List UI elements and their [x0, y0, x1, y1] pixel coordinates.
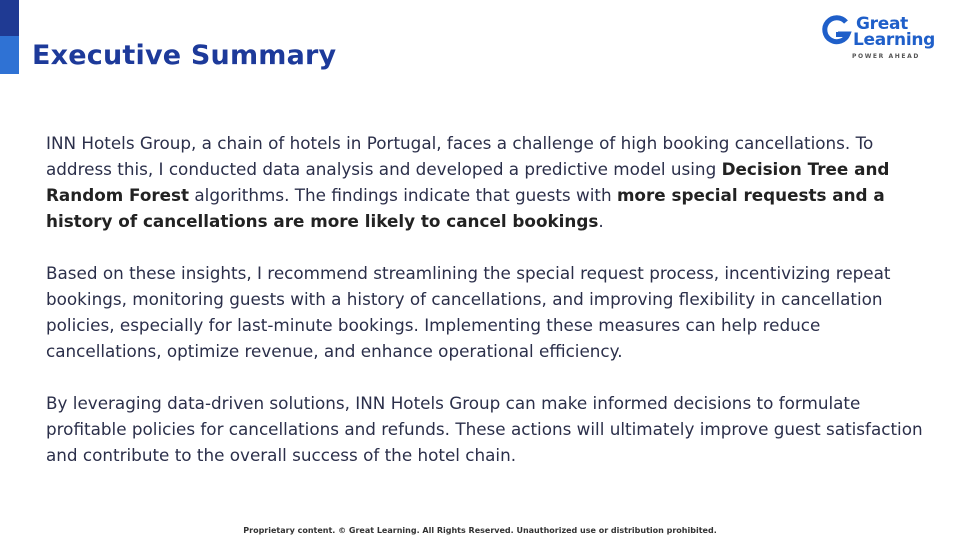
footer-disclaimer: Proprietary content. © Great Learning. All Rights Reserved. Unauthorized use or distribution prohibited. — [243, 526, 717, 535]
slide-title: Executive Summary — [32, 40, 337, 71]
logo-word-learning: Learning — [853, 30, 936, 50]
accent-bar-top — [0, 0, 19, 36]
great-learning-logo — [820, 12, 945, 64]
summary-body — [46, 130, 926, 494]
paragraph-intro-bold-2: more special requests and a history of cancellations are more likely to cancel bookings — [46, 185, 885, 231]
paragraph-intro-text-1: INN Hotels Group, a chain of hotels in Portugal, faces a challenge of high booking cancellations. To address this, I conducted data analysis and developed a predictive model using — [46, 133, 874, 179]
paragraph-intro-text-2: algorithms. The findings indicate that guests with — [189, 185, 617, 205]
paragraph-intro-text-3: . — [598, 211, 604, 231]
logo-tagline: POWER AHEAD — [852, 53, 920, 60]
logo-word-great: Great — [856, 14, 908, 34]
g-logo-icon — [820, 14, 854, 48]
paragraph-conclusion: By leveraging data-driven solutions, INN Hotels Group can make informed decisions to formulate profitable policies for cancellations and refunds. These actions will ultimately improve guest satisfaction and contribute to the overall success of the hotel chain. — [46, 393, 923, 465]
paragraph-intro-bold-1: Decision Tree and Random Forest — [46, 159, 890, 205]
accent-bar-bottom — [0, 36, 19, 74]
paragraph-intro — [46, 130, 926, 234]
paragraph-recommendations: Based on these insights, I recommend streamlining the special request process, incentivizing repeat bookings, monitoring guests with a history of cancellations, and improving flexibility in cancellation policies, especially for last-minute bookings. Implementing these measures can help reduce cancellations, optimize revenue, and enhance operational efficiency. — [46, 263, 891, 361]
